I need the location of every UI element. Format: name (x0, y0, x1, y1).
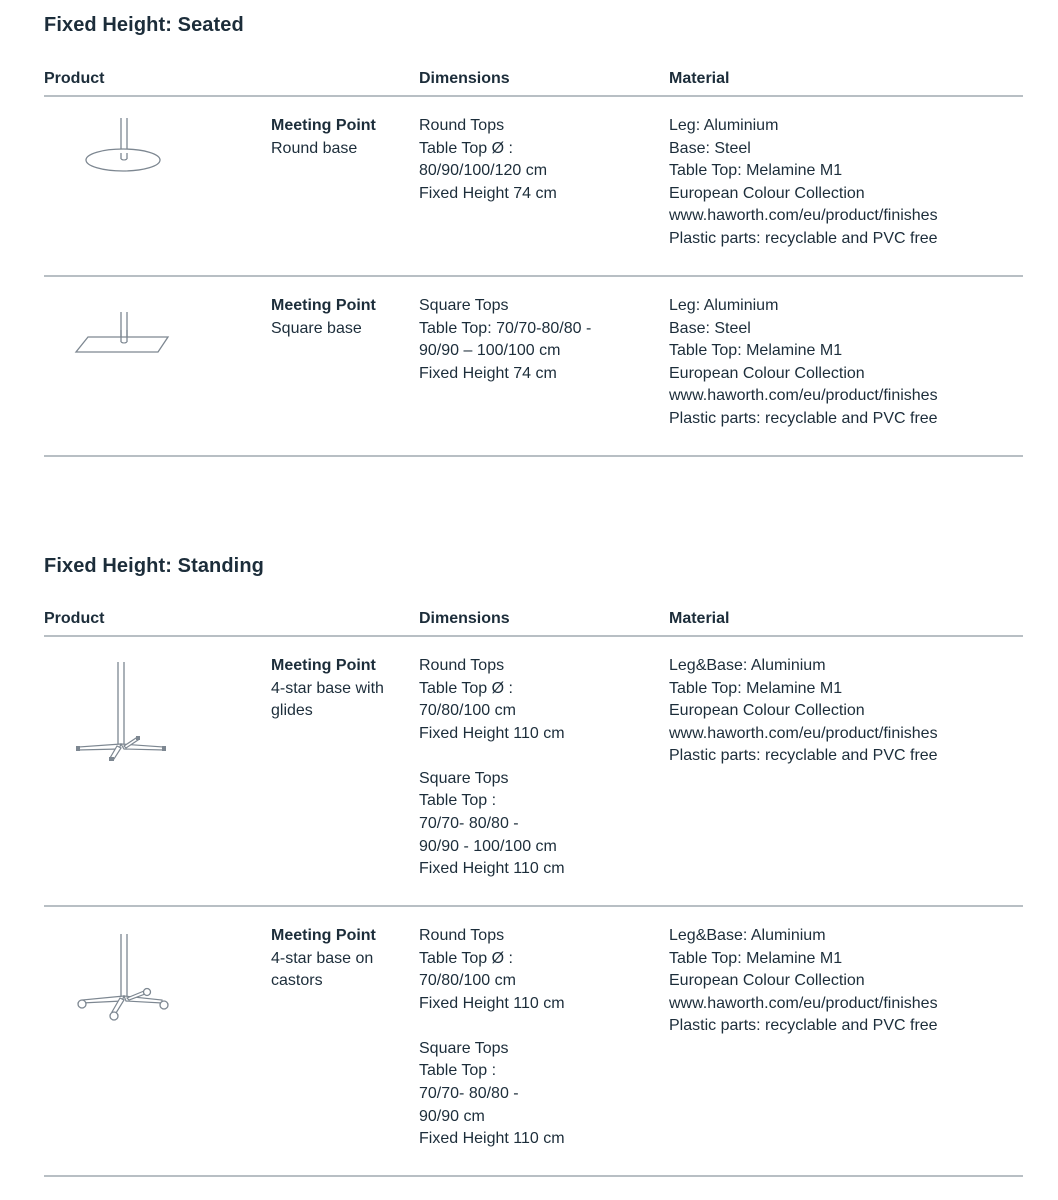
star-base-glides-table-icon (74, 638, 174, 768)
dimensions-cell: Square Tops Table Top: 70/70-80/80 - 90/90 – 100/100 cm Fixed Height 74 cm (419, 297, 592, 382)
material-cell: Leg&Base: Aluminium Table Top: Melamine M1 European Colour Collection www.haworth.com/eu/product/finishes Plastic parts: recyclable and PVC free (669, 657, 938, 765)
row-divider (44, 905, 1023, 907)
column-header-material: Material (669, 610, 730, 627)
round-base-table-icon (74, 98, 174, 208)
product-name: Meeting Point 4-star base with glides (271, 657, 384, 720)
material-cell: Leg&Base: Aluminium Table Top: Melamine M1 European Colour Collection www.haworth.com/eu/product/finishes Plastic parts: recyclable and PVC free (669, 927, 938, 1035)
square-base-table-icon (74, 278, 174, 388)
header-divider (44, 635, 1023, 637)
column-header-material: Material (669, 70, 730, 87)
row-divider (44, 1175, 1023, 1177)
product-name: Meeting Point 4-star base on castors (271, 927, 376, 990)
column-header-dimensions: Dimensions (419, 70, 510, 87)
table-row (44, 638, 1023, 906)
column-header-product: Product (44, 70, 105, 87)
row-divider (44, 455, 1023, 457)
section-title-standing: Fixed Height: Standing (44, 555, 264, 577)
dimensions-cell: Round Tops Table Top Ø : 70/80/100 cm Fixed Height 110 cm Square Tops Table Top : 70/70- 80/80 - 90/90 cm Fixed Height 110 cm (419, 927, 565, 1148)
material-cell: Leg: Aluminium Base: Steel Table Top: Melamine M1 European Colour Collection www.haworth.com/eu/product/finishes Plastic parts: recyclable and PVC free (669, 117, 938, 247)
product-name: Meeting Point Square base (271, 297, 376, 337)
column-header-dimensions: Dimensions (419, 610, 510, 627)
section-title-seated: Fixed Height: Seated (44, 14, 244, 36)
dimensions-cell: Round Tops Table Top Ø : 70/80/100 cm Fixed Height 110 cm Square Tops Table Top : 70/70- 80/80 - 90/90 - 100/100 cm Fixed Height 110 cm (419, 657, 565, 878)
header-divider (44, 95, 1023, 97)
product-name: Meeting Point Round base (271, 117, 376, 157)
star-base-castors-table-icon (74, 908, 174, 1038)
table-row (44, 278, 1023, 456)
column-header-product: Product (44, 610, 105, 627)
row-divider (44, 275, 1023, 277)
material-cell: Leg: Aluminium Base: Steel Table Top: Melamine M1 European Colour Collection www.haworth.com/eu/product/finishes Plastic parts: recyclable and PVC free (669, 297, 938, 427)
table-row (44, 908, 1023, 1176)
dimensions-cell: Round Tops Table Top Ø : 80/90/100/120 cm Fixed Height 74 cm (419, 117, 557, 202)
table-row (44, 98, 1023, 276)
